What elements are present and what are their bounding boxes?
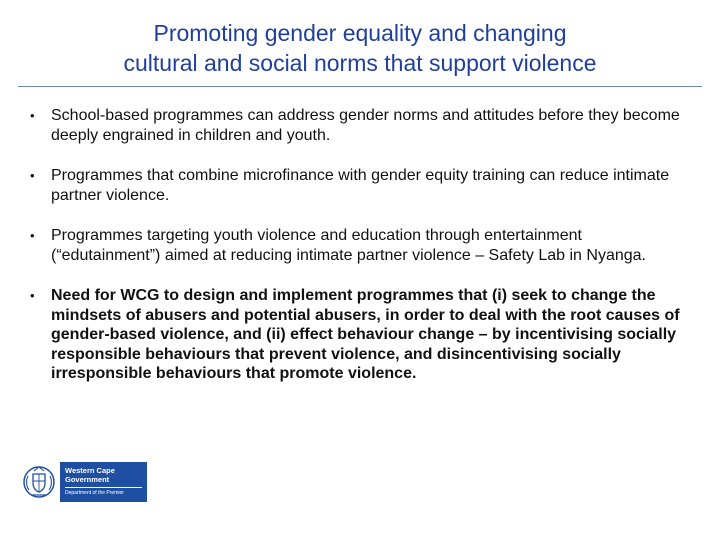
bullet-item bbox=[30, 226, 690, 265]
slide-title bbox=[40, 18, 680, 78]
logo-line-1: Western Cape bbox=[65, 466, 115, 475]
western-cape-government-logo bbox=[22, 462, 147, 502]
bullet-marker: • bbox=[30, 168, 35, 183]
bullet-text: School-based programmes can address gender norms and attitudes before they become deeply engrained in children and youth. bbox=[51, 107, 680, 144]
bullet-marker: • bbox=[30, 108, 35, 123]
title-divider bbox=[18, 86, 702, 87]
bullet-text: Programmes targeting youth violence and education through entertainment (“edutainment”) aimed at reducing intimate partner violence – Safety Lab in Nyanga. bbox=[51, 227, 646, 264]
coat-of-arms-icon bbox=[22, 462, 56, 502]
title-line-1: Promoting gender equality and changing bbox=[153, 20, 567, 46]
bullet-list bbox=[30, 106, 690, 384]
logo-wordmark bbox=[60, 462, 147, 502]
bullet-text: Need for WCG to design and implement programmes that (i) seek to change the mindsets of abusers and potential abusers, in order to deal with the root causes of gender-based violence, and (ii) effect behaviour change – by incentivising socially responsible behaviours that prevent violence, and disincentivising socially irresponsible behaviours that promote violence. bbox=[51, 287, 680, 382]
logo-line-3: Department of the Premier bbox=[65, 490, 124, 496]
logo-divider bbox=[65, 487, 142, 488]
bullet-item bbox=[30, 286, 690, 384]
bullet-item bbox=[30, 106, 690, 145]
logo-line-2: Government bbox=[65, 475, 110, 484]
bullet-marker: • bbox=[30, 228, 35, 243]
bullet-marker: • bbox=[30, 288, 35, 303]
bullet-item bbox=[30, 166, 690, 205]
title-line-2: cultural and social norms that support violence bbox=[123, 50, 597, 76]
bullet-text: Programmes that combine microfinance with gender equity training can reduce intimate partner violence. bbox=[51, 167, 670, 204]
